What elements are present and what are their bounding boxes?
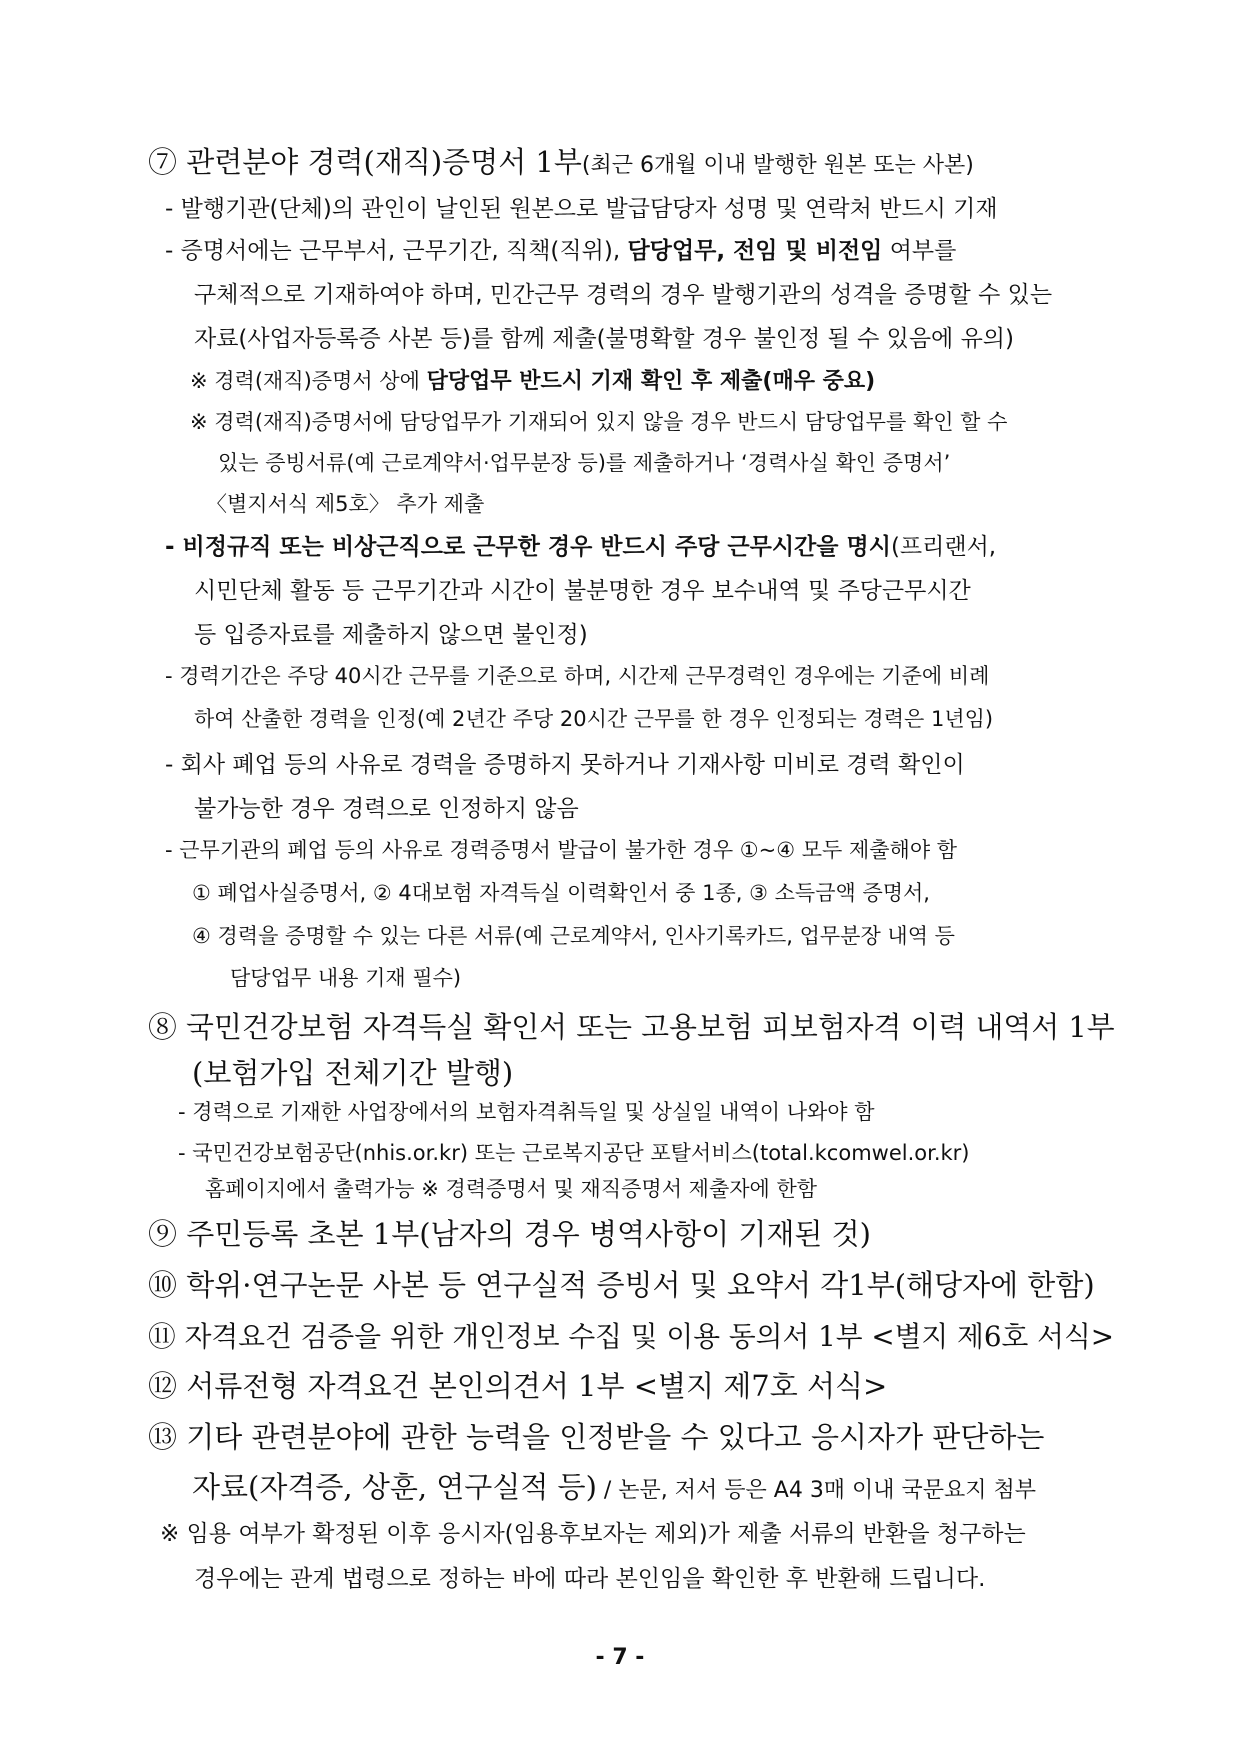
item7-note-1: ※ 경력(재직)증명서 상에 담당업무 반드시 기재 확인 후 제출(매우 중요) — [190, 369, 876, 394]
item11: ⑪ 자격요건 검증을 위한 개인정보 수집 및 이용 동의서 1부 <별지 제6호 서식> — [148, 1320, 1114, 1353]
item12: ⑫ 서류전형 자격요건 본인의견서 1부 <별지 제7호 서식> — [148, 1369, 888, 1403]
item7-note-2: ※ 경력(재직)증명서에 담당업무가 기재되어 있지 않을 경우 반드시 담당업무를 확인 할 수 — [190, 410, 1008, 434]
item7-bullet-5: - 회사 폐업 등의 사유로 경력을 증명하지 못하거나 기재사항 미비로 경력 확인이 — [165, 752, 965, 778]
final-note: ※ 임용 여부가 확정된 이후 응시자(임용후보자는 제외)가 제출 서류의 반환을 청구하는 — [160, 1521, 1026, 1547]
item7-note-2-line2: 있는 증빙서류(예 근로계약서·업무분장 등)를 제출하거나 ‘경력사실 확인 증명서’ — [218, 451, 951, 475]
item7-bullet-6: - 근무기관의 폐업 등의 사유로 경력증명서 발급이 불가한 경우 ①~④ 모두 제출해야 함 — [165, 838, 958, 862]
final-note-line2: 경우에는 관계 법령으로 정하는 바에 따라 본인임을 확인한 후 반환해 드립니다. — [194, 1566, 986, 1592]
item7-bullet-6-line4: 담당업무 내용 기재 필수) — [230, 966, 462, 990]
item7-bullet-3-line3: 등 입증자료를 제출하지 않으면 불인정) — [194, 622, 588, 648]
item7-bullet-2-line2: 구체적으로 기재하여야 하며, 민간근무 경력의 경우 발행기관의 성격을 증명할 수 있는 — [194, 282, 1053, 308]
item8-heading-line2: (보험가입 전체기간 발행) — [192, 1056, 514, 1090]
item7-bullet-6-line2: ① 폐업사실증명서, ② 4대보험 자격득실 이력확인서 중 1종, ③ 소득금액 증명서, — [192, 881, 930, 905]
item7-bullet-2-line3: 자료(사업자등록증 사본 등)를 함께 제출(불명확할 경우 불인정 될 수 있음에 유의) — [194, 326, 1014, 352]
page-number: - 7 - — [595, 1645, 645, 1670]
item7-bullet-5-line2: 불가능한 경우 경력으로 인정하지 않음 — [194, 796, 579, 822]
item7-heading: ⑦ 관련분야 경력(재직)증명서 1부(최근 6개월 이내 발행한 원본 또는 사본) — [148, 145, 974, 179]
item13: ⑬ 기타 관련분야에 관한 능력을 인정받을 수 있다고 응시자가 판단하는 — [148, 1420, 1045, 1454]
item8-bullet-2-line2: 홈페이지에서 출력가능 ※ 경력증명서 및 재직증명서 제출자에 한함 — [205, 1177, 818, 1201]
item7-bullet-4-line2: 하여 산출한 경력을 인정(예 2년간 주당 20시간 근무를 한 경우 인정되는 경력은 1년임) — [194, 707, 994, 731]
item7-bullet-1: - 발행기관(단체)의 관인이 날인된 원본으로 발급담당자 성명 및 연락처 반드시 기재 — [165, 196, 998, 222]
item13-note: / 논문, 저서 등은 A4 3매 이내 국문요지 첨부 — [596, 1478, 1037, 1503]
item7-bullet-4: - 경력기간은 주당 40시간 근무를 기준으로 하며, 시간제 근무경력인 경우에는 기준에 비례 — [165, 664, 990, 688]
item10: ⑩ 학위·연구논문 사본 등 연구실적 증빙서 및 요약서 각1부(해당자에 한함) — [148, 1268, 1095, 1302]
item7-bullet-6-line3: ④ 경력을 증명할 수 있는 다른 서류(예 근로계약서, 인사기록카드, 업무분장 내역 등 — [192, 924, 955, 948]
item7-bullet-3: - 비정규직 또는 비상근직으로 근무한 경우 반드시 주당 근무시간을 명시(프리랜서, — [165, 534, 997, 560]
item8-bullet-1: - 경력으로 기재한 사업장에서의 보험자격취득일 및 상실일 내역이 나와야 함 — [178, 1100, 875, 1124]
item7-heading-note: (최근 6개월 이내 발행한 원본 또는 사본) — [581, 153, 974, 178]
item9: ⑨ 주민등록 초본 1부(남자의 경우 병역사항이 기재된 것) — [148, 1217, 871, 1251]
item8-bullet-2: - 국민건강보험공단(nhis.or.kr) 또는 근로복지공단 포탈서비스(total.kcomwel.or.kr) — [178, 1141, 970, 1165]
item8-heading: ⑧ 국민건강보험 자격득실 확인서 또는 고용보험 피보험자격 이력 내역서 1부 — [148, 1010, 1115, 1044]
item7-bullet-2: - 증명서에는 근무부서, 근무기간, 직책(직위), 담당업무, 전임 및 비전임 여부를 — [165, 238, 957, 264]
item7-bullet-3-line2: 시민단체 활동 등 근무기간과 시간이 불분명한 경우 보수내역 및 주당근무시간 — [194, 578, 971, 604]
item13-line2: 자료(자격증, 상훈, 연구실적 등) / 논문, 저서 등은 A4 3매 이내 국문요지 첨부 — [192, 1470, 1037, 1504]
item7-note-2-line3: 〈별지서식 제5호〉 추가 제출 — [206, 492, 485, 516]
